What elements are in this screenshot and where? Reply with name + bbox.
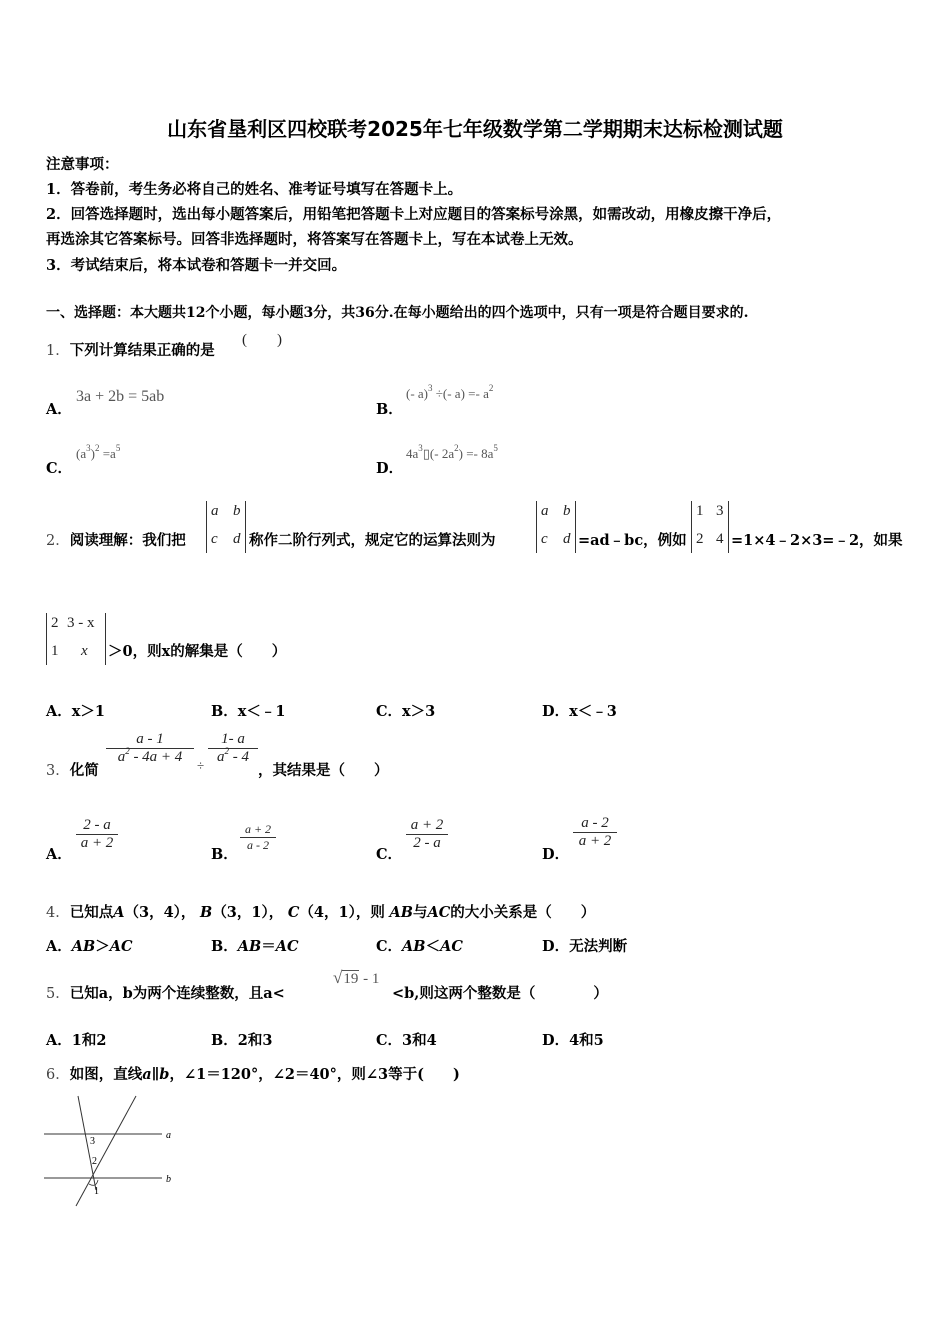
option-a-expr: 3a + 2b = 5ab — [76, 388, 165, 405]
q3-option-a-frac: 2 - a a + 2 — [76, 817, 118, 852]
sqrt-expression: √19 - 1 — [333, 968, 380, 987]
determinant-rule: a b c d — [536, 501, 576, 553]
question-2-text-3: =ad﹣bc，例如 — [578, 532, 687, 549]
question-2-text-4: =1×4﹣2×3=﹣2，如果 — [731, 532, 903, 549]
option-b-label: B． — [376, 401, 403, 418]
q5-option-a: A．1和2 — [46, 1032, 107, 1049]
option-c-label: C． — [46, 460, 73, 477]
question-6: 6．如图，直线a∥b，∠1＝120°，∠2＝40°，则∠3等于( ) — [46, 1066, 460, 1083]
q5-option-b: B．2和3 — [211, 1032, 273, 1049]
q4-option-b: B．AB＝AC — [211, 938, 299, 955]
fraction-2: 1- a $a^2 - 4$ — [208, 731, 258, 766]
question-number: 1． — [46, 343, 70, 359]
question-2-start: 2．阅读理解：我们把 — [46, 532, 186, 549]
q2-option-a: A．x＞1 — [46, 703, 105, 720]
q3-option-d-label: D． — [542, 846, 570, 863]
option-d-expr: $4a^3▯(-$ $2a^2) =- 8a^5$ — [406, 443, 498, 461]
question-5-text-2: <b,则这两个整数是（ ） — [392, 985, 608, 1002]
determinant-example: 1 3 2 4 — [691, 501, 729, 553]
q2-option-c: C．x＞3 — [376, 703, 436, 720]
question-3-text-2: ，其结果是（ ） — [258, 762, 389, 779]
q3-option-d-frac: a - 2 a + 2 — [573, 815, 617, 850]
q4-option-d: D．无法判断 — [542, 938, 628, 955]
option-c-expr: $(a^3)^2 =a^5$ — [76, 443, 121, 461]
option-d-label: D． — [376, 460, 404, 477]
notice-item-2: 2．回答选择题时，选出每小题答案后，用铅笔把答题卡上对应题目的答案标号涂黑，如需改动，用橡皮擦干净后， — [46, 206, 782, 223]
notice-heading: 注意事项： — [46, 156, 119, 173]
parallel-lines-figure — [40, 1090, 180, 1212]
question-1 — [46, 339, 215, 360]
determinant-abcd: a b c d — [206, 501, 246, 553]
question-4: 4．已知点A（3，4）， B（3，1）， C（4，1），则 AB与AC的大小关系是（ ） — [46, 904, 596, 921]
label-angle-3: 3 — [90, 1136, 95, 1147]
option-b-expr: (- a)$^3$ ÷(- $a) =- a^2$ — [406, 383, 494, 401]
question-5: 5．已知a，b为两个连续整数，且a< — [46, 985, 285, 1002]
notice-item-2-cont: 再选涂其它答案标号。回答非选择题时，将答案写在答题卡上，写在本试卷上无效。 — [46, 231, 583, 248]
q3-option-c-label: C． — [376, 846, 403, 863]
q3-option-b-frac: a + 2 a - 2 — [240, 822, 276, 853]
q3-option-a-label: A． — [46, 846, 72, 863]
section-heading: 一、选择题：本大题共12个小题，每小题3分，共36分.在每小题给出的四个选项中，只有一项是符合题目要求的. — [46, 305, 749, 321]
q2-option-b: B．x＜﹣1 — [211, 703, 286, 720]
question-2-text-5: ＞0，则x的解集是（ ） — [108, 643, 287, 660]
transversal-2 — [76, 1096, 136, 1206]
q2-option-d: D．x＜﹣3 — [542, 703, 617, 720]
fraction-1: a - 1 $a^2 - 4a + 4$ — [106, 731, 194, 766]
divide-sign: ÷ — [197, 758, 205, 773]
q5-option-d: D．4和5 — [542, 1032, 604, 1049]
q4-option-c: C．AB＜AC — [376, 938, 463, 955]
label-a: a — [166, 1130, 171, 1141]
question-stem: 下列计算结果正确的是 — [69, 342, 215, 359]
label-b: b — [166, 1174, 171, 1185]
option-a-label: A． — [46, 401, 72, 418]
q3-option-b-label: B． — [211, 846, 238, 863]
determinant-inequality: 2 3 - x 1 x — [46, 613, 106, 665]
label-angle-2: 2 — [92, 1156, 97, 1167]
answer-paren: ( ) — [242, 332, 282, 348]
q5-option-c: C．3和4 — [376, 1032, 437, 1049]
page-title: 山东省垦利区四校联考2025年七年级数学第二学期期末达标检测试题 — [167, 117, 783, 141]
angle-1-arc — [89, 1180, 98, 1185]
q4-option-a: A．AB＞AC — [46, 938, 133, 955]
question-3-start: 3．化简 — [46, 762, 99, 779]
question-2-text-2: 称作二阶行列式，规定它的运算法则为 — [249, 532, 496, 549]
notice-item-3: 3．考试结束后，将本试卷和答题卡一并交回。 — [46, 257, 347, 274]
q3-option-c-frac: a + 2 2 - a — [406, 817, 448, 852]
label-angle-1: 1 — [94, 1186, 99, 1197]
notice-item-1: 1．答卷前，考生务必将自己的姓名、准考证号填写在答题卡上。 — [46, 181, 463, 198]
